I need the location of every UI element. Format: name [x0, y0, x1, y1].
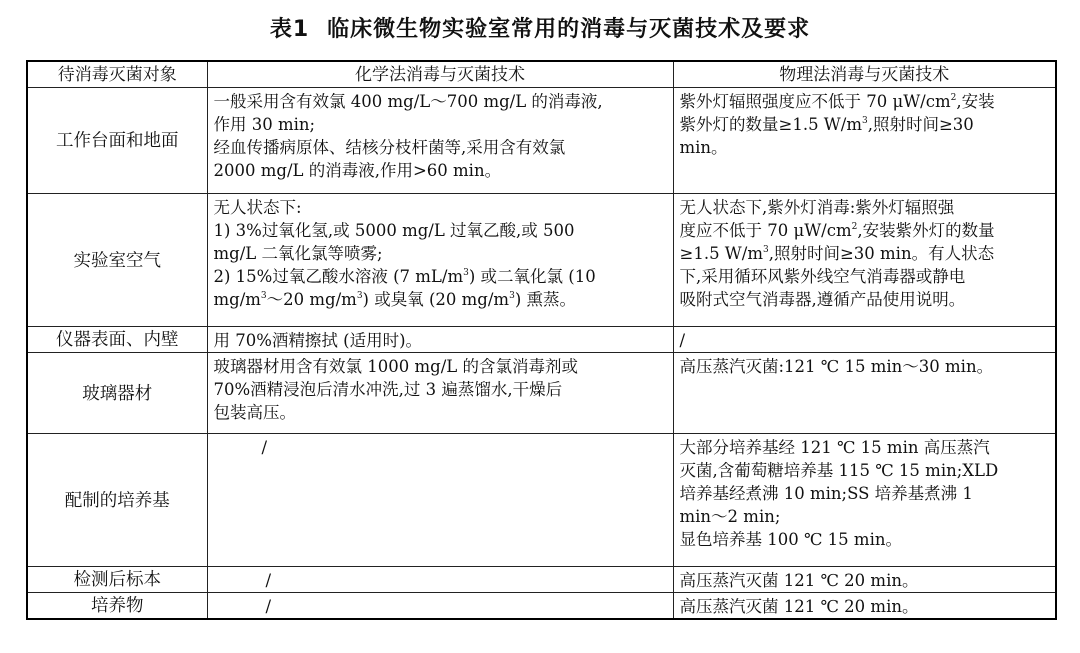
row-object: 仪器表面、内壁 [27, 327, 207, 353]
row-physical: 无人状态下,紫外灯消毒:紫外灯辐照强 度应不低于 70 $\mu W/cm^2$,安装紫外灯的数量 ≥1.5 $W/m^3$,照射时间≥30 min。有人状态 下,采用循环风紫外线空气消毒器或静电 吸附式空气消毒器,遵循产品使用说明。 [673, 194, 1056, 327]
row-physical: 高压蒸汽灭菌 121 ℃ 20 min。 [673, 593, 1056, 620]
row-object: 检测后标本 [27, 567, 207, 593]
row-chemical: 玻璃器材用含有效氯 1000 mg/L 的含氯消毒剂或 70%酒精浸泡后清水冲洗,过 3 遍蒸馏水,干燥后 包装高压。 [207, 353, 673, 434]
disinfection-table [26, 60, 1057, 620]
table-title [0, 12, 1080, 43]
header-chemical: 化学法消毒与灭菌技术 [207, 61, 673, 88]
table-row [27, 194, 1056, 327]
row-chemical: / [207, 567, 673, 593]
row-object: 实验室空气 [27, 194, 207, 327]
table-row [27, 353, 1056, 434]
row-physical: 紫外灯辐照强度应不低于 70 $\mu W/cm^2$,安装 紫外灯的数量≥1.5 $W/m^3$,照射时间≥30 min。 [673, 88, 1056, 194]
row-chemical: / [207, 434, 673, 567]
table-title-text: 临床微生物实验室常用的消毒与灭菌技术及要求 [327, 17, 811, 42]
row-object: 培养物 [27, 593, 207, 620]
header-object: 待消毒灭菌对象 [27, 61, 207, 88]
row-physical: 高压蒸汽灭菌 121 ℃ 20 min。 [673, 567, 1056, 593]
row-chemical: 一般采用含有效氯 400 mg/L～700 mg/L 的消毒液, 作用 30 min; 经血传播病原体、结核分枝杆菌等,采用含有效氯 2000 mg/L 的消毒液,作用>60 min。 [207, 88, 673, 194]
table-row [27, 593, 1056, 620]
table-number: 表1 [269, 17, 310, 42]
row-object: 工作台面和地面 [27, 88, 207, 194]
row-physical: / [673, 327, 1056, 353]
header-row [27, 61, 1056, 88]
row-chemical: / [207, 593, 673, 620]
row-physical: 高压蒸汽灭菌:121 ℃ 15 min～30 min。 [673, 353, 1056, 434]
row-chemical: 用 70%酒精擦拭 (适用时)。 [207, 327, 673, 353]
table-row [27, 88, 1056, 194]
row-object: 玻璃器材 [27, 353, 207, 434]
header-physical: 物理法消毒与灭菌技术 [673, 61, 1056, 88]
table-row [27, 327, 1056, 353]
row-chemical: 无人状态下: 1) 3%过氧化氢,或 5000 mg/L 过氧乙酸,或 500 mg/L 二氧化氯等喷雾; 2) 15%过氧乙酸水溶液 (7 $mL/m^3$) 或二氧化氯 (10 $mg/m^3\sim 20$ $mg/m^3$) 或臭氧 (20 $mg/m^3$) 熏蒸。 [207, 194, 673, 327]
table-row [27, 567, 1056, 593]
row-physical: 大部分培养基经 121 ℃ 15 min 高压蒸汽 灭菌,含葡萄糖培养基 115 ℃ 15 min;XLD 培养基经煮沸 10 min;SS 培养基煮沸 1 min～2 min; 显色培养基 100 ℃ 15 min。 [673, 434, 1056, 567]
table-row [27, 434, 1056, 567]
row-object: 配制的培养基 [27, 434, 207, 567]
